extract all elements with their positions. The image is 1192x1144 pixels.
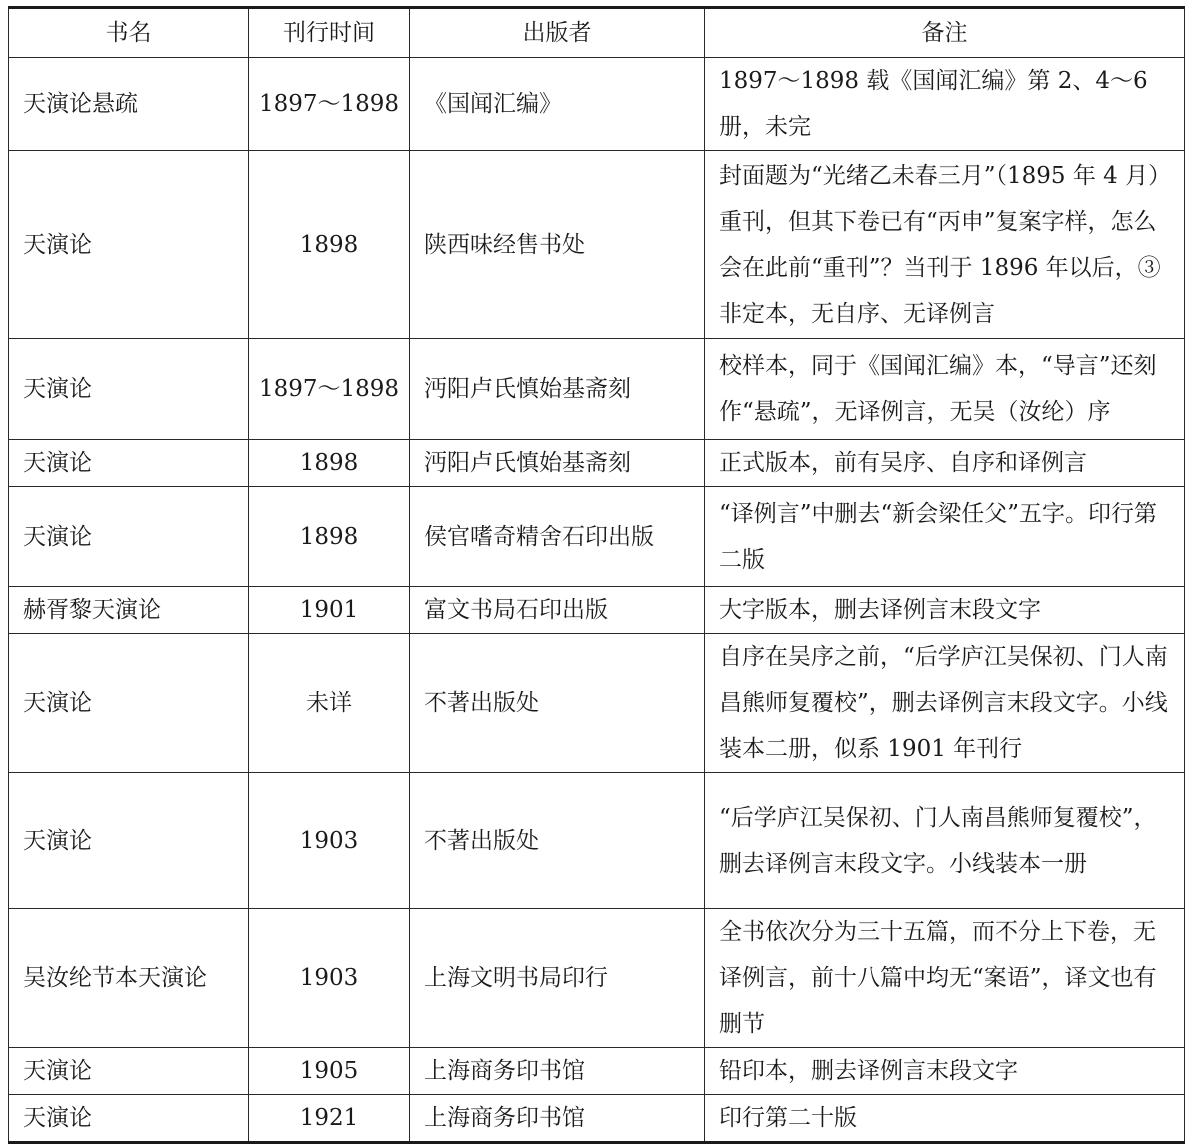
- cell-publisher: 侯官嗜奇精舍石印出版: [410, 487, 705, 587]
- cell-date: 1898: [249, 440, 410, 487]
- cell-publisher: 上海商务印书馆: [410, 1048, 705, 1095]
- cell-note: 1897～1898 载《国闻汇编》第 2、4～6 册，未完: [705, 58, 1185, 151]
- cell-publisher: 上海文明书局印行: [410, 909, 705, 1048]
- cell-title: 天演论: [9, 487, 249, 587]
- table-row: [9, 909, 1185, 1048]
- cell-title: 天演论: [9, 339, 249, 440]
- table-row: [9, 151, 1185, 339]
- cell-note: 封面题为“光绪乙未春三月”（1895 年 4 月）重刊，但其下卷已有“丙申”复案字样，怎么会在此前“重刊”？当刊于 1896 年以后，③非定本，无自序、无译例言: [705, 151, 1185, 339]
- header-date: 刊行时间: [249, 8, 410, 58]
- cell-note: 校样本，同于《国闻汇编》本，“导言”还刻作“悬疏”，无译例言，无吴（汝纶）序: [705, 339, 1185, 440]
- table-row: [9, 773, 1185, 909]
- cell-date: 1905: [249, 1048, 410, 1095]
- cell-publisher: 沔阳卢氏慎始基斋刻: [410, 440, 705, 487]
- cell-date: 1901: [249, 587, 410, 634]
- cell-date: 1897～1898: [249, 339, 410, 440]
- table-row: [9, 440, 1185, 487]
- table-row: [9, 58, 1185, 151]
- editions-table-wrapper: [8, 6, 1184, 1144]
- cell-title: 天演论: [9, 440, 249, 487]
- cell-date: 未详: [249, 634, 410, 773]
- cell-note: “后学庐江吴保初、门人南昌熊师复覆校”，删去译例言末段文字。小线装本一册: [705, 773, 1185, 909]
- cell-title: 天演论悬疏: [9, 58, 249, 151]
- table-row: [9, 339, 1185, 440]
- cell-publisher: 陕西味经售书处: [410, 151, 705, 339]
- cell-note: 铅印本，删去译例言末段文字: [705, 1048, 1185, 1095]
- table-body: [9, 58, 1185, 1143]
- cell-title: 天演论: [9, 634, 249, 773]
- header-publisher: 出版者: [410, 8, 705, 58]
- cell-date: 1897～1898: [249, 58, 410, 151]
- cell-publisher: 沔阳卢氏慎始基斋刻: [410, 339, 705, 440]
- cell-publisher: 不著出版处: [410, 634, 705, 773]
- cell-date: 1898: [249, 151, 410, 339]
- table-row: [9, 1048, 1185, 1095]
- table-row: [9, 487, 1185, 587]
- cell-title: 天演论: [9, 773, 249, 909]
- cell-date: 1903: [249, 909, 410, 1048]
- table-row: [9, 1095, 1185, 1143]
- cell-title: 天演论: [9, 1095, 249, 1143]
- header-title: 书名: [9, 8, 249, 58]
- table-row: [9, 634, 1185, 773]
- header-note: 备注: [705, 8, 1185, 58]
- cell-title: 天演论: [9, 1048, 249, 1095]
- cell-publisher: 上海商务印书馆: [410, 1095, 705, 1143]
- cell-note: 自序在吴序之前，“后学庐江吴保初、门人南昌熊师复覆校”，删去译例言末段文字。小线装本二册，似系 1901 年刊行: [705, 634, 1185, 773]
- table-header-row: [9, 8, 1185, 58]
- cell-date: 1921: [249, 1095, 410, 1143]
- cell-publisher: 不著出版处: [410, 773, 705, 909]
- cell-note: 全书依次分为三十五篇，而不分上下卷，无译例言，前十八篇中均无“案语”，译文也有删节: [705, 909, 1185, 1048]
- cell-title: 天演论: [9, 151, 249, 339]
- editions-table: [8, 6, 1185, 1144]
- cell-title: 赫胥黎天演论: [9, 587, 249, 634]
- cell-note: 印行第二十版: [705, 1095, 1185, 1143]
- cell-title: 吴汝纶节本天演论: [9, 909, 249, 1048]
- cell-note: 大字版本，删去译例言末段文字: [705, 587, 1185, 634]
- table-row: [9, 587, 1185, 634]
- cell-publisher: 《国闻汇编》: [410, 58, 705, 151]
- cell-note: “译例言”中删去“新会梁任父”五字。印行第二版: [705, 487, 1185, 587]
- cell-note: 正式版本，前有吴序、自序和译例言: [705, 440, 1185, 487]
- cell-date: 1903: [249, 773, 410, 909]
- cell-publisher: 富文书局石印出版: [410, 587, 705, 634]
- cell-date: 1898: [249, 487, 410, 587]
